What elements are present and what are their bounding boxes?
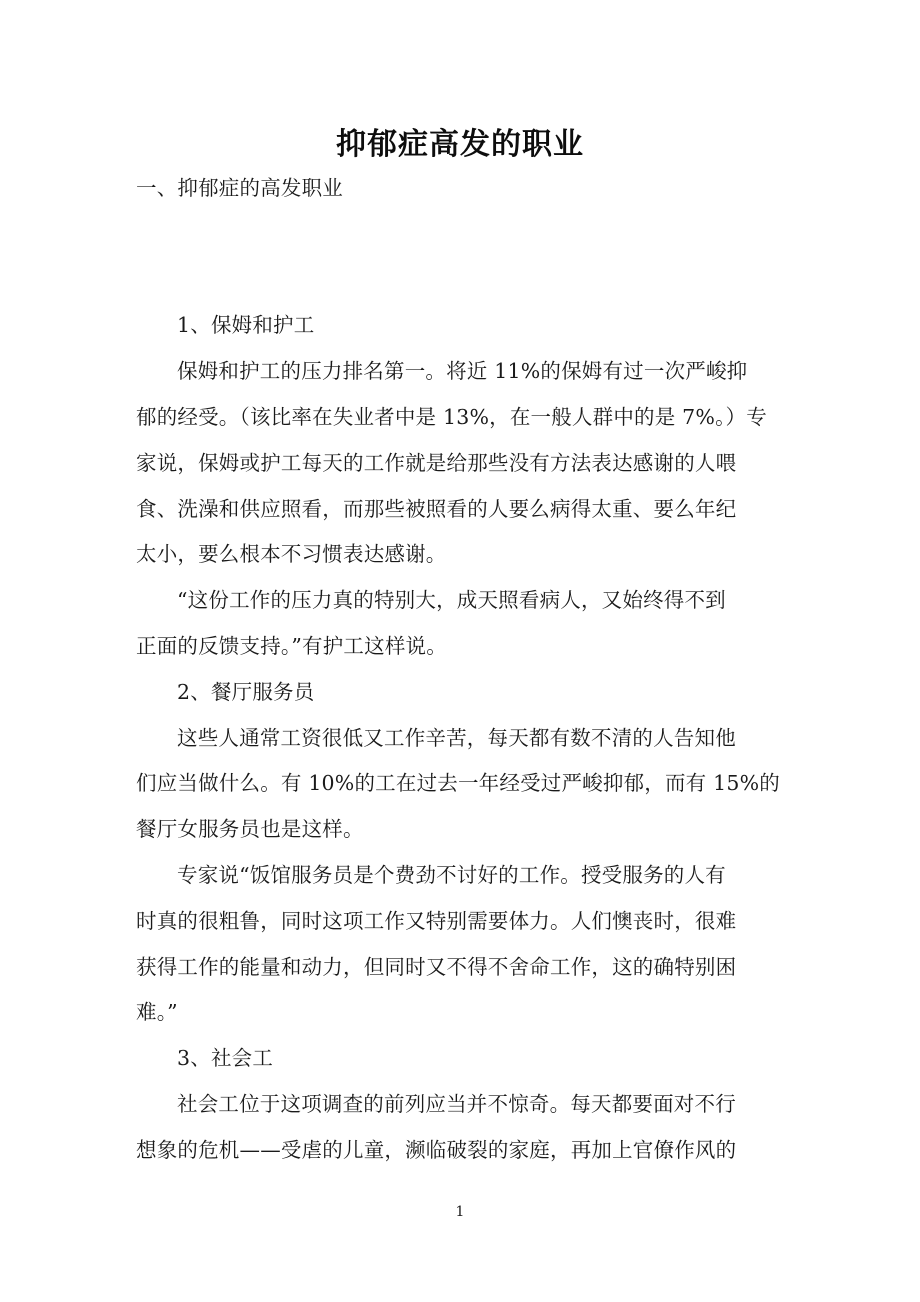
blank-line	[136, 258, 774, 304]
paragraph-line: “这份工作的压力真的特别大，成天照看病人，又始终得不到	[177, 588, 726, 613]
paragraph-line: 食、洗澡和供应照看，而那些被照看的人要么病得太重、要么年纪	[136, 496, 737, 521]
paragraph-line: 想象的危机——受虐的儿童，濒临破裂的家庭，再加上官僚作风的	[136, 1137, 737, 1162]
paragraph-line: 这些人通常工资很低又工作辛苦，每天都有数不清的人告知他	[177, 725, 736, 750]
subsection-heading: 2、餐厅服务员	[177, 679, 315, 704]
page-title: 抑郁症高发的职业	[336, 127, 584, 163]
paragraph-line: 正面的反馈支持。”有护工这样说。	[136, 633, 447, 658]
paragraph-line: 专家说“饭馆服务员是个费劲不讨好的工作。授受服务的人有	[177, 862, 726, 887]
paragraph-line: 社会工位于这项调查的前列应当并不惊奇。每天都要面对不行	[177, 1091, 736, 1116]
paragraph-line: 太小，要么根本不习惯表达感谢。	[136, 542, 447, 567]
blank-line	[136, 212, 774, 258]
document-body	[136, 166, 780, 1174]
paragraph-line: 获得工作的能量和动力，但同时又不得不舍命工作，这的确特别困	[136, 954, 737, 979]
paragraph-line: 们应当做什么。有 10%的工在过去一年经受过严峻抑郁，而有 15%的	[136, 771, 780, 796]
subsection-heading: 1、保姆和护工	[177, 313, 315, 338]
paragraph-line: 餐厅女服务员也是这样。	[136, 817, 364, 842]
page-number: 1	[455, 1204, 465, 1220]
paragraph-line: 时真的很粗鲁，同时这项工作又特别需要体力。人们懊丧时，很难	[136, 908, 737, 933]
paragraph-line: 保姆和护工的压力排名第一。将近 11%的保姆有过一次严峻抑	[177, 359, 748, 384]
paragraph-line: 难。”	[136, 1000, 178, 1025]
paragraph-line: 郁的经受。（该比率在失业者中是 13%，在一般人群中的是 7%。）专	[136, 404, 767, 429]
subsection-heading: 3、社会工	[177, 1046, 274, 1071]
section-heading-1: 一、抑郁症的高发职业	[136, 176, 343, 200]
paragraph-line: 家说，保姆或护工每天的工作就是给那些没有方法表达感谢的人喂	[136, 450, 737, 475]
